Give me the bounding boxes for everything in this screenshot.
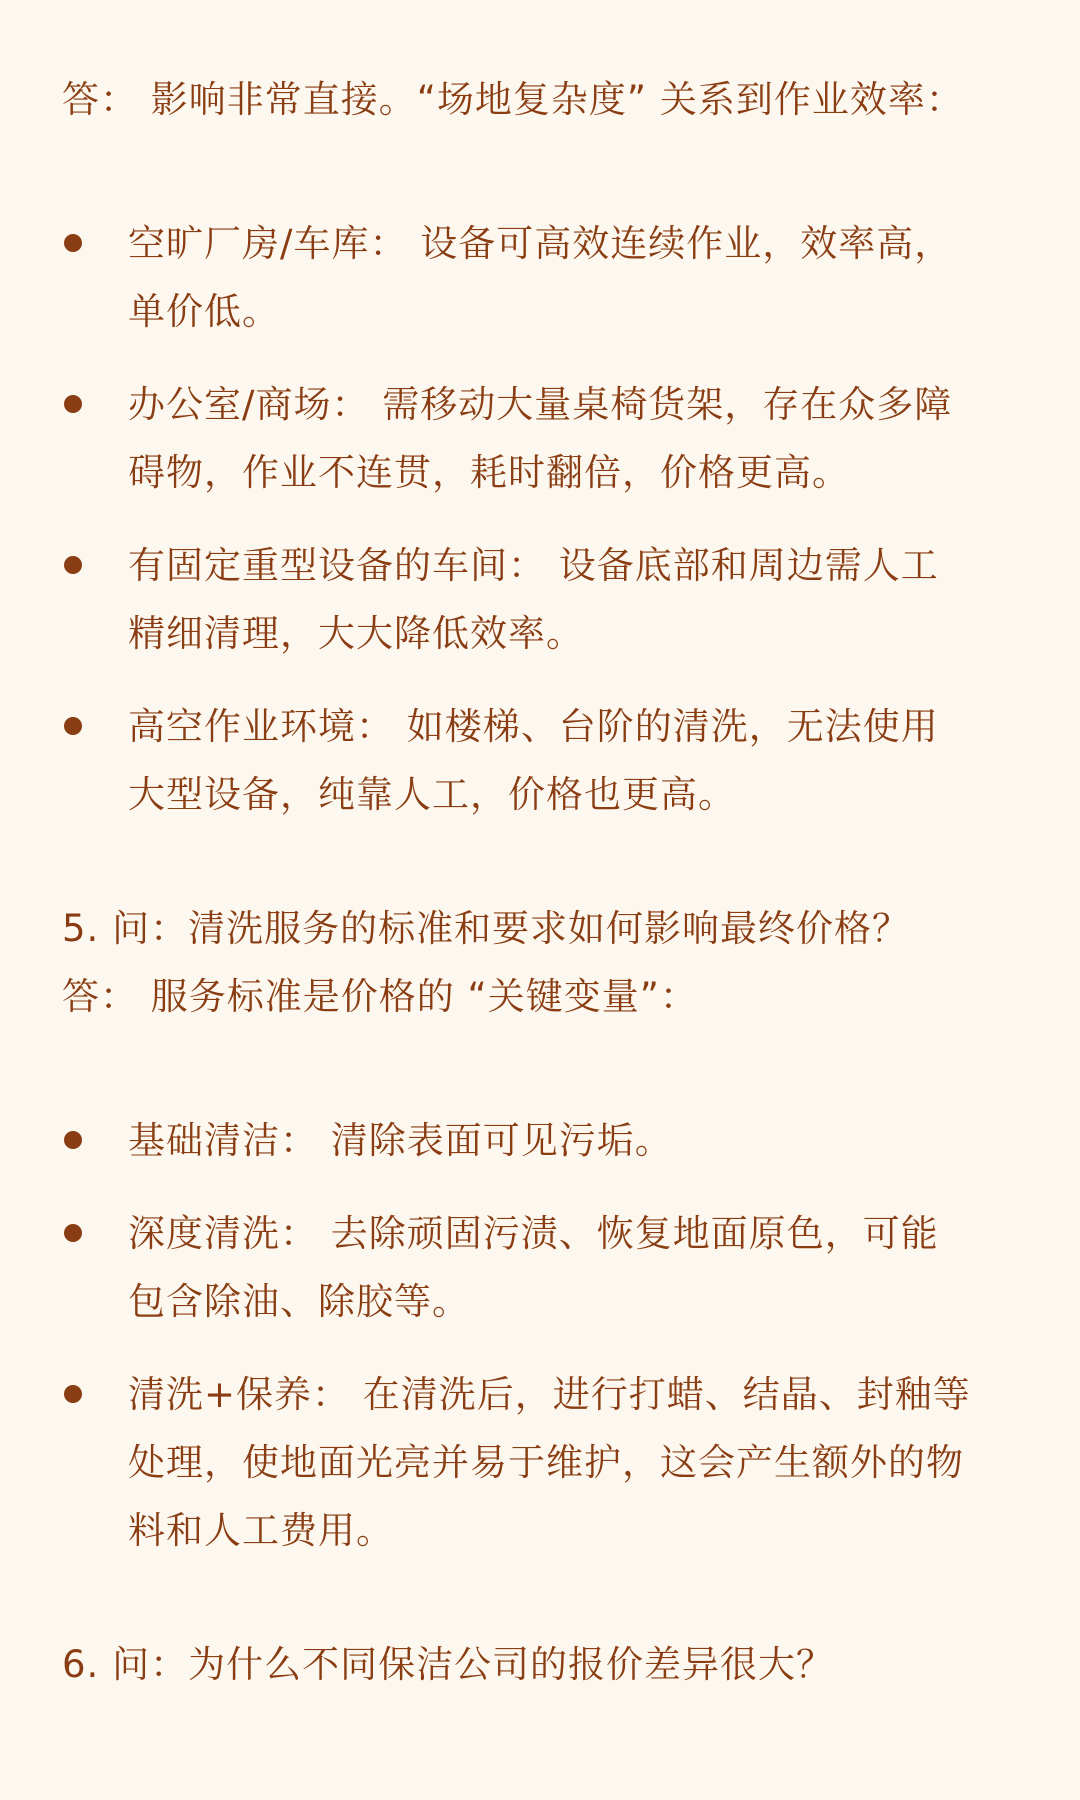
answer-5-intro: 答： 服务标准是价格的 “关键变量”： (62, 975, 698, 1018)
bullet-label: 高空作业环境： (128, 705, 394, 748)
list-item (62, 693, 1018, 829)
answer-block-site-complexity (62, 66, 1018, 134)
bullet-text-line1: 在清洗后，进行打蜡、结晶、封釉等 (362, 1373, 971, 1416)
qa-block-5 (62, 895, 1018, 1031)
bullet-dot-icon (64, 395, 82, 413)
bullet-dot-icon (64, 1385, 82, 1403)
bullet-text-line1: 设备底部和周边需人工 (558, 544, 939, 587)
bullet-dot-icon (64, 1131, 82, 1149)
bullet-text-line2: 单价低。 (128, 290, 280, 333)
qa-block-6 (62, 1631, 1018, 1699)
list-item (62, 1361, 1018, 1565)
list-item (62, 371, 1018, 507)
bullet-label: 深度清洗： (128, 1212, 318, 1255)
bullet-text-line1: 去除顽固污渍、恢复地面原色，可能 (330, 1212, 939, 1255)
bullet-text-line3: 料和人工费用。 (128, 1509, 394, 1552)
bullet-text-line1: 设备可高效连续作业，效率高， (420, 222, 953, 265)
bullet-dot-icon (64, 556, 82, 574)
bullet-dot-icon (64, 1224, 82, 1242)
bullet-label: 有固定重型设备的车间： (128, 544, 546, 587)
bullet-text-line1: 清除表面可见污垢。 (330, 1119, 673, 1162)
bullet-label: 清洗+保养： (128, 1373, 351, 1416)
bullet-text-line2: 大型设备，纯靠人工，价格也更高。 (128, 773, 736, 816)
list-item (62, 1107, 1018, 1175)
list-item (62, 532, 1018, 668)
bullet-text-line2: 处理，使地面光亮并易于维护，这会产生额外的物 (128, 1441, 964, 1484)
answer-intro: 答： 影响非常直接。“场地复杂度” 关系到作业效率： (62, 78, 964, 121)
bullet-text-line2: 包含除油、除胶等。 (128, 1280, 470, 1323)
list-item (62, 210, 1018, 346)
question-6: 6. 问：为什么不同保洁公司的报价差异很大？ (62, 1643, 835, 1686)
list-item (62, 1200, 1018, 1336)
bullet-list-site-complexity (62, 210, 1018, 829)
bullet-dot-icon (64, 234, 82, 252)
bullet-list-service-standards (62, 1107, 1018, 1565)
bullet-text-line1: 需移动大量桌椅货架，存在众多障 (382, 383, 953, 426)
bullet-text-line2: 碍物，作业不连贯，耗时翻倍，价格更高。 (128, 451, 850, 494)
bullet-label: 办公室/商场： (128, 383, 370, 426)
bullet-text-line1: 如楼梯、台阶的清洗，无法使用 (406, 705, 939, 748)
bullet-label: 空旷厂房/车库： (128, 222, 408, 265)
bullet-text-line2: 精细清理，大大降低效率。 (128, 612, 584, 655)
bullet-label: 基础清洁： (128, 1119, 318, 1162)
question-5: 5. 问：清洗服务的标准和要求如何影响最终价格？ (62, 907, 911, 950)
bullet-dot-icon (64, 717, 82, 735)
